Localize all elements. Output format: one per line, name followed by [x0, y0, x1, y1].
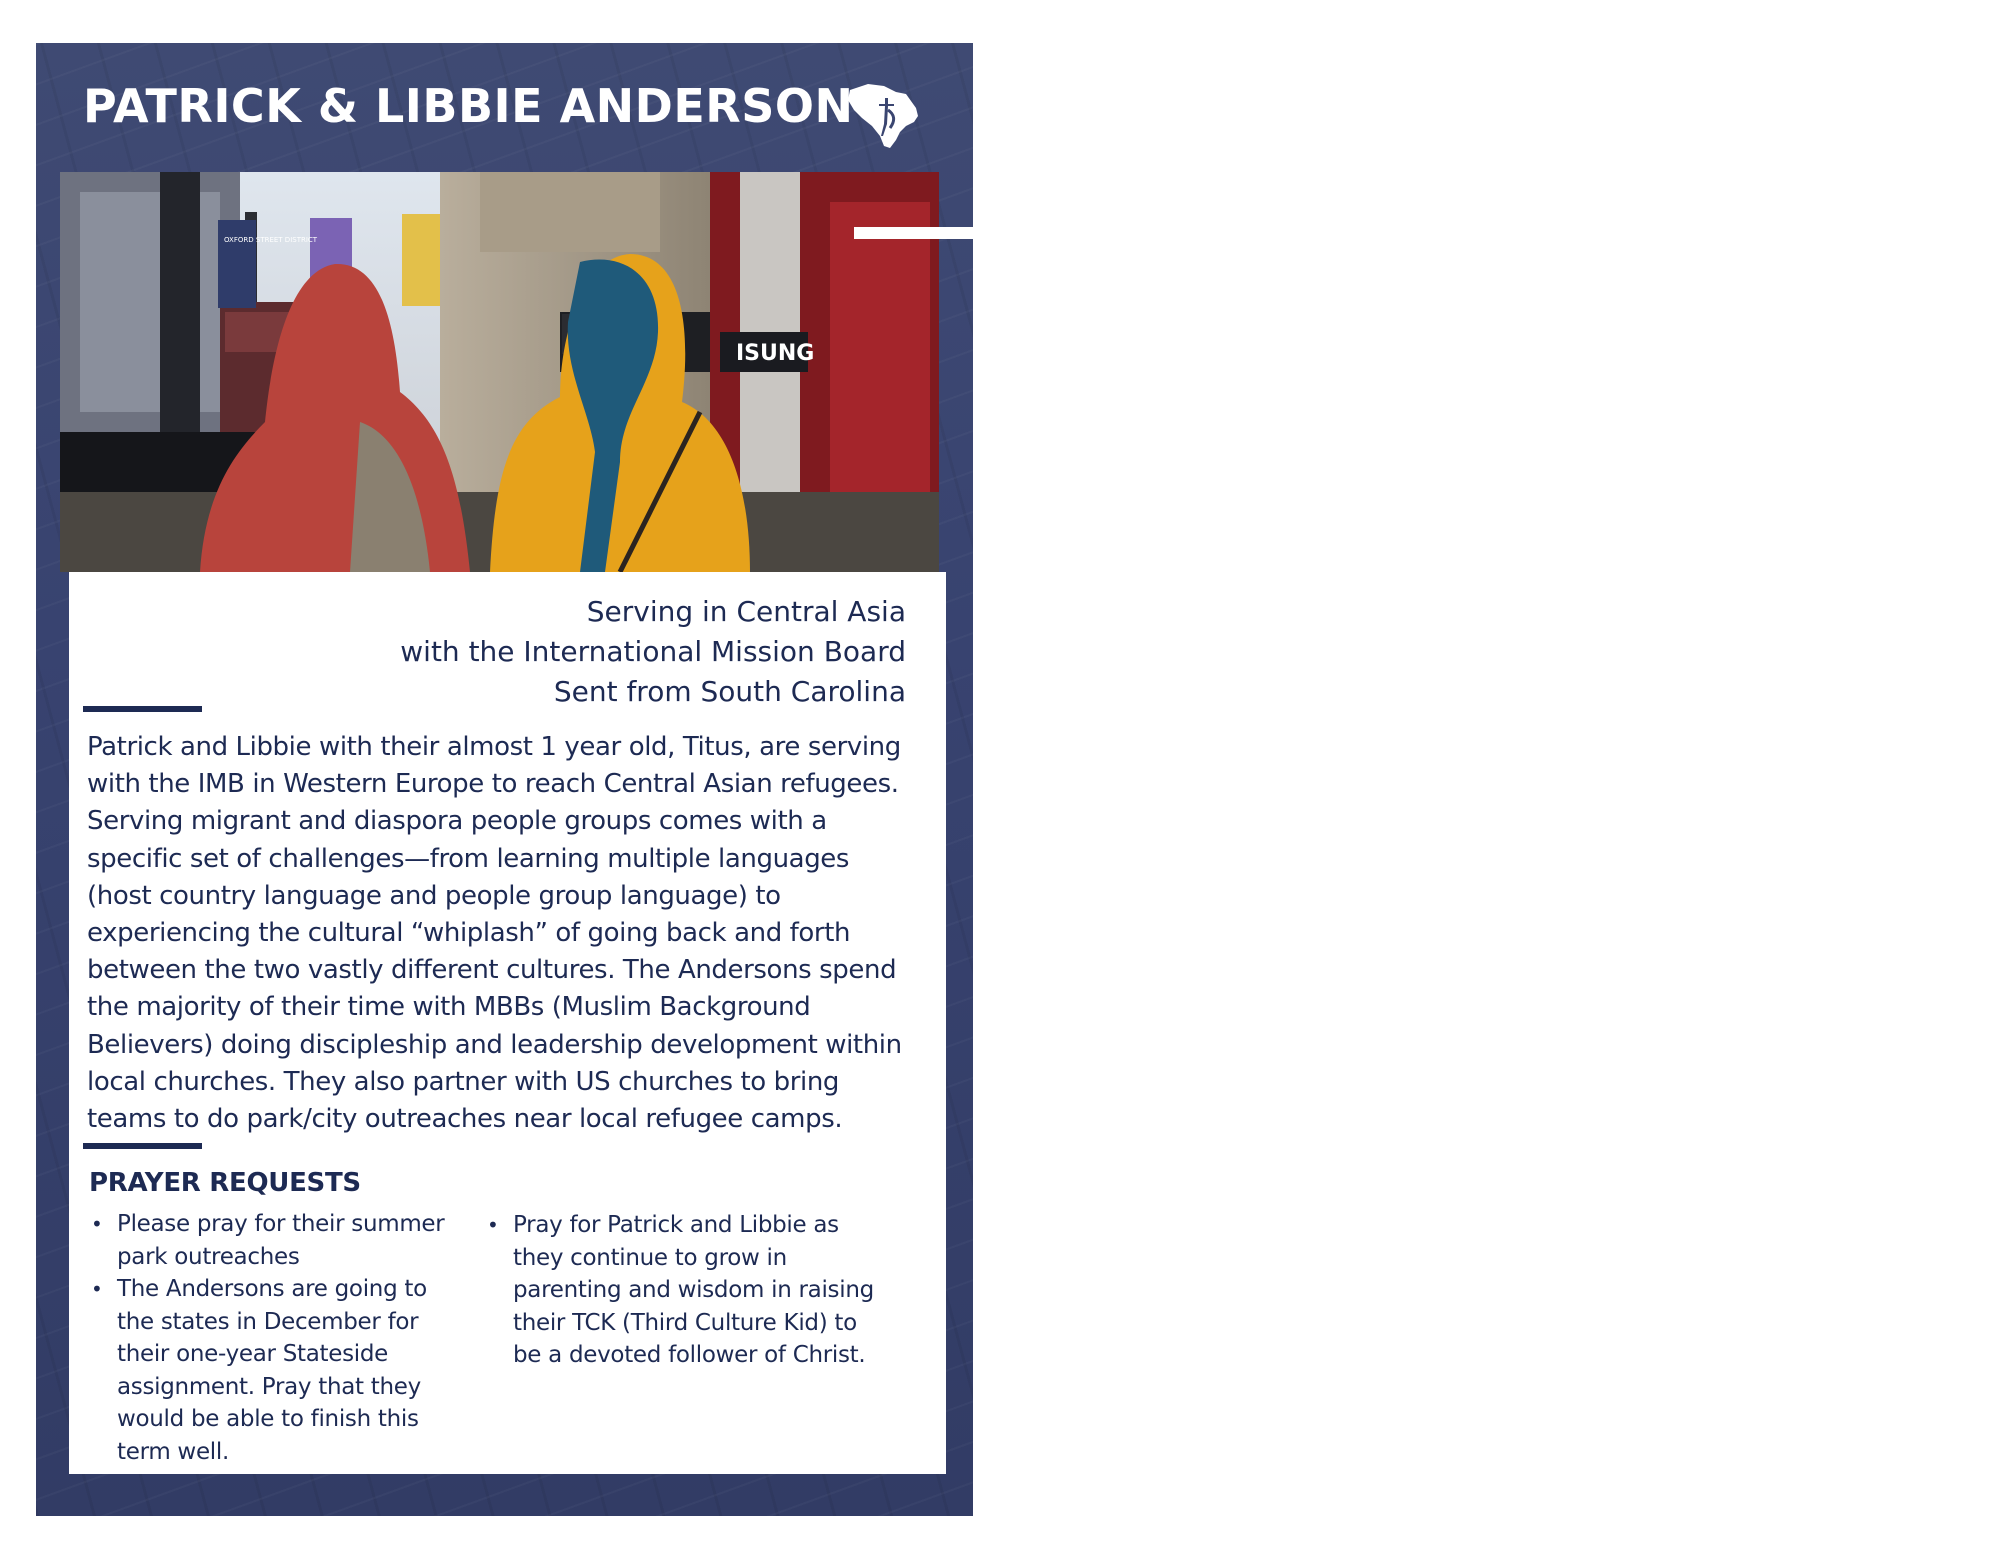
description-line: specific set of challenges—from learning multiple languages	[87, 843, 850, 874]
description-line: (host country language and people group language) to	[87, 880, 781, 911]
serving-info	[400, 592, 906, 712]
prayer-list-left	[87, 1208, 444, 1468]
description-line: Serving migrant and diaspora people groups comes with a	[87, 806, 827, 837]
prayer-line: be a devoted follower of Christ.	[513, 1342, 866, 1368]
prayer-line: their one-year Stateside	[117, 1341, 389, 1367]
missionary-card	[36, 43, 973, 1516]
prayer-line: • The Andersons are going to	[117, 1276, 427, 1302]
content-panel	[69, 572, 946, 1474]
description-line: local churches. They also partner with US churches to bring	[87, 1066, 840, 1097]
south-carolina-cross-icon	[844, 80, 924, 150]
description-line: the majority of their time with MBBs (Muslim Background	[87, 992, 811, 1023]
description-line: experiencing the cultural “whiplash” of going back and forth	[87, 918, 851, 949]
description-line: teams to do park/city outreaches near local refugee camps.	[87, 1104, 843, 1135]
prayer-requests-heading: PRAYER REQUESTS	[89, 1168, 361, 1198]
description-line: Patrick and Libbie with their almost 1 year old, Titus, are serving	[87, 732, 901, 762]
prayer-line: assignment. Pray that they	[117, 1373, 421, 1400]
prayer-list-right	[483, 1209, 874, 1372]
description-line: with the IMB in Western Europe to reach Central Asian refugees.	[87, 769, 899, 800]
divider	[83, 1143, 202, 1149]
prayer-line: • Please pray for their summer	[117, 1211, 445, 1237]
serving-line: Serving in Central Asia	[586, 595, 906, 628]
prayer-item	[87, 1273, 444, 1468]
prayer-line: parenting and wisdom in raising	[513, 1277, 874, 1303]
prayer-line: their TCK (Third Culture Kid) to	[513, 1309, 857, 1336]
divider	[83, 706, 202, 712]
prayer-line: they continue to grow in	[513, 1244, 787, 1271]
prayer-line: • Pray for Patrick and Libbie as	[513, 1212, 839, 1238]
prayer-line: term well.	[117, 1438, 229, 1465]
serving-line: with the International Mission Board	[400, 635, 906, 668]
accent-bar	[854, 227, 973, 239]
prayer-line: would be able to finish this	[117, 1406, 419, 1432]
prayer-line: park outreaches	[117, 1243, 300, 1270]
street-photo	[60, 172, 939, 572]
storefront-sign: ISUNG	[736, 341, 815, 366]
description-line: between the two vastly different cultures. The Andersons spend	[87, 955, 897, 986]
prayer-line: the states in December for	[117, 1308, 419, 1335]
prayer-item	[483, 1209, 874, 1372]
description	[87, 729, 937, 1138]
description-line: Believers) doing discipleship and leadership development within	[87, 1029, 902, 1060]
prayer-item	[87, 1208, 444, 1273]
page-title: PATRICK & LIBBIE ANDERSON	[83, 79, 854, 133]
serving-line: Sent from South Carolina	[553, 675, 906, 708]
banner-text: OXFORD STREET DISTRICT	[224, 236, 318, 244]
